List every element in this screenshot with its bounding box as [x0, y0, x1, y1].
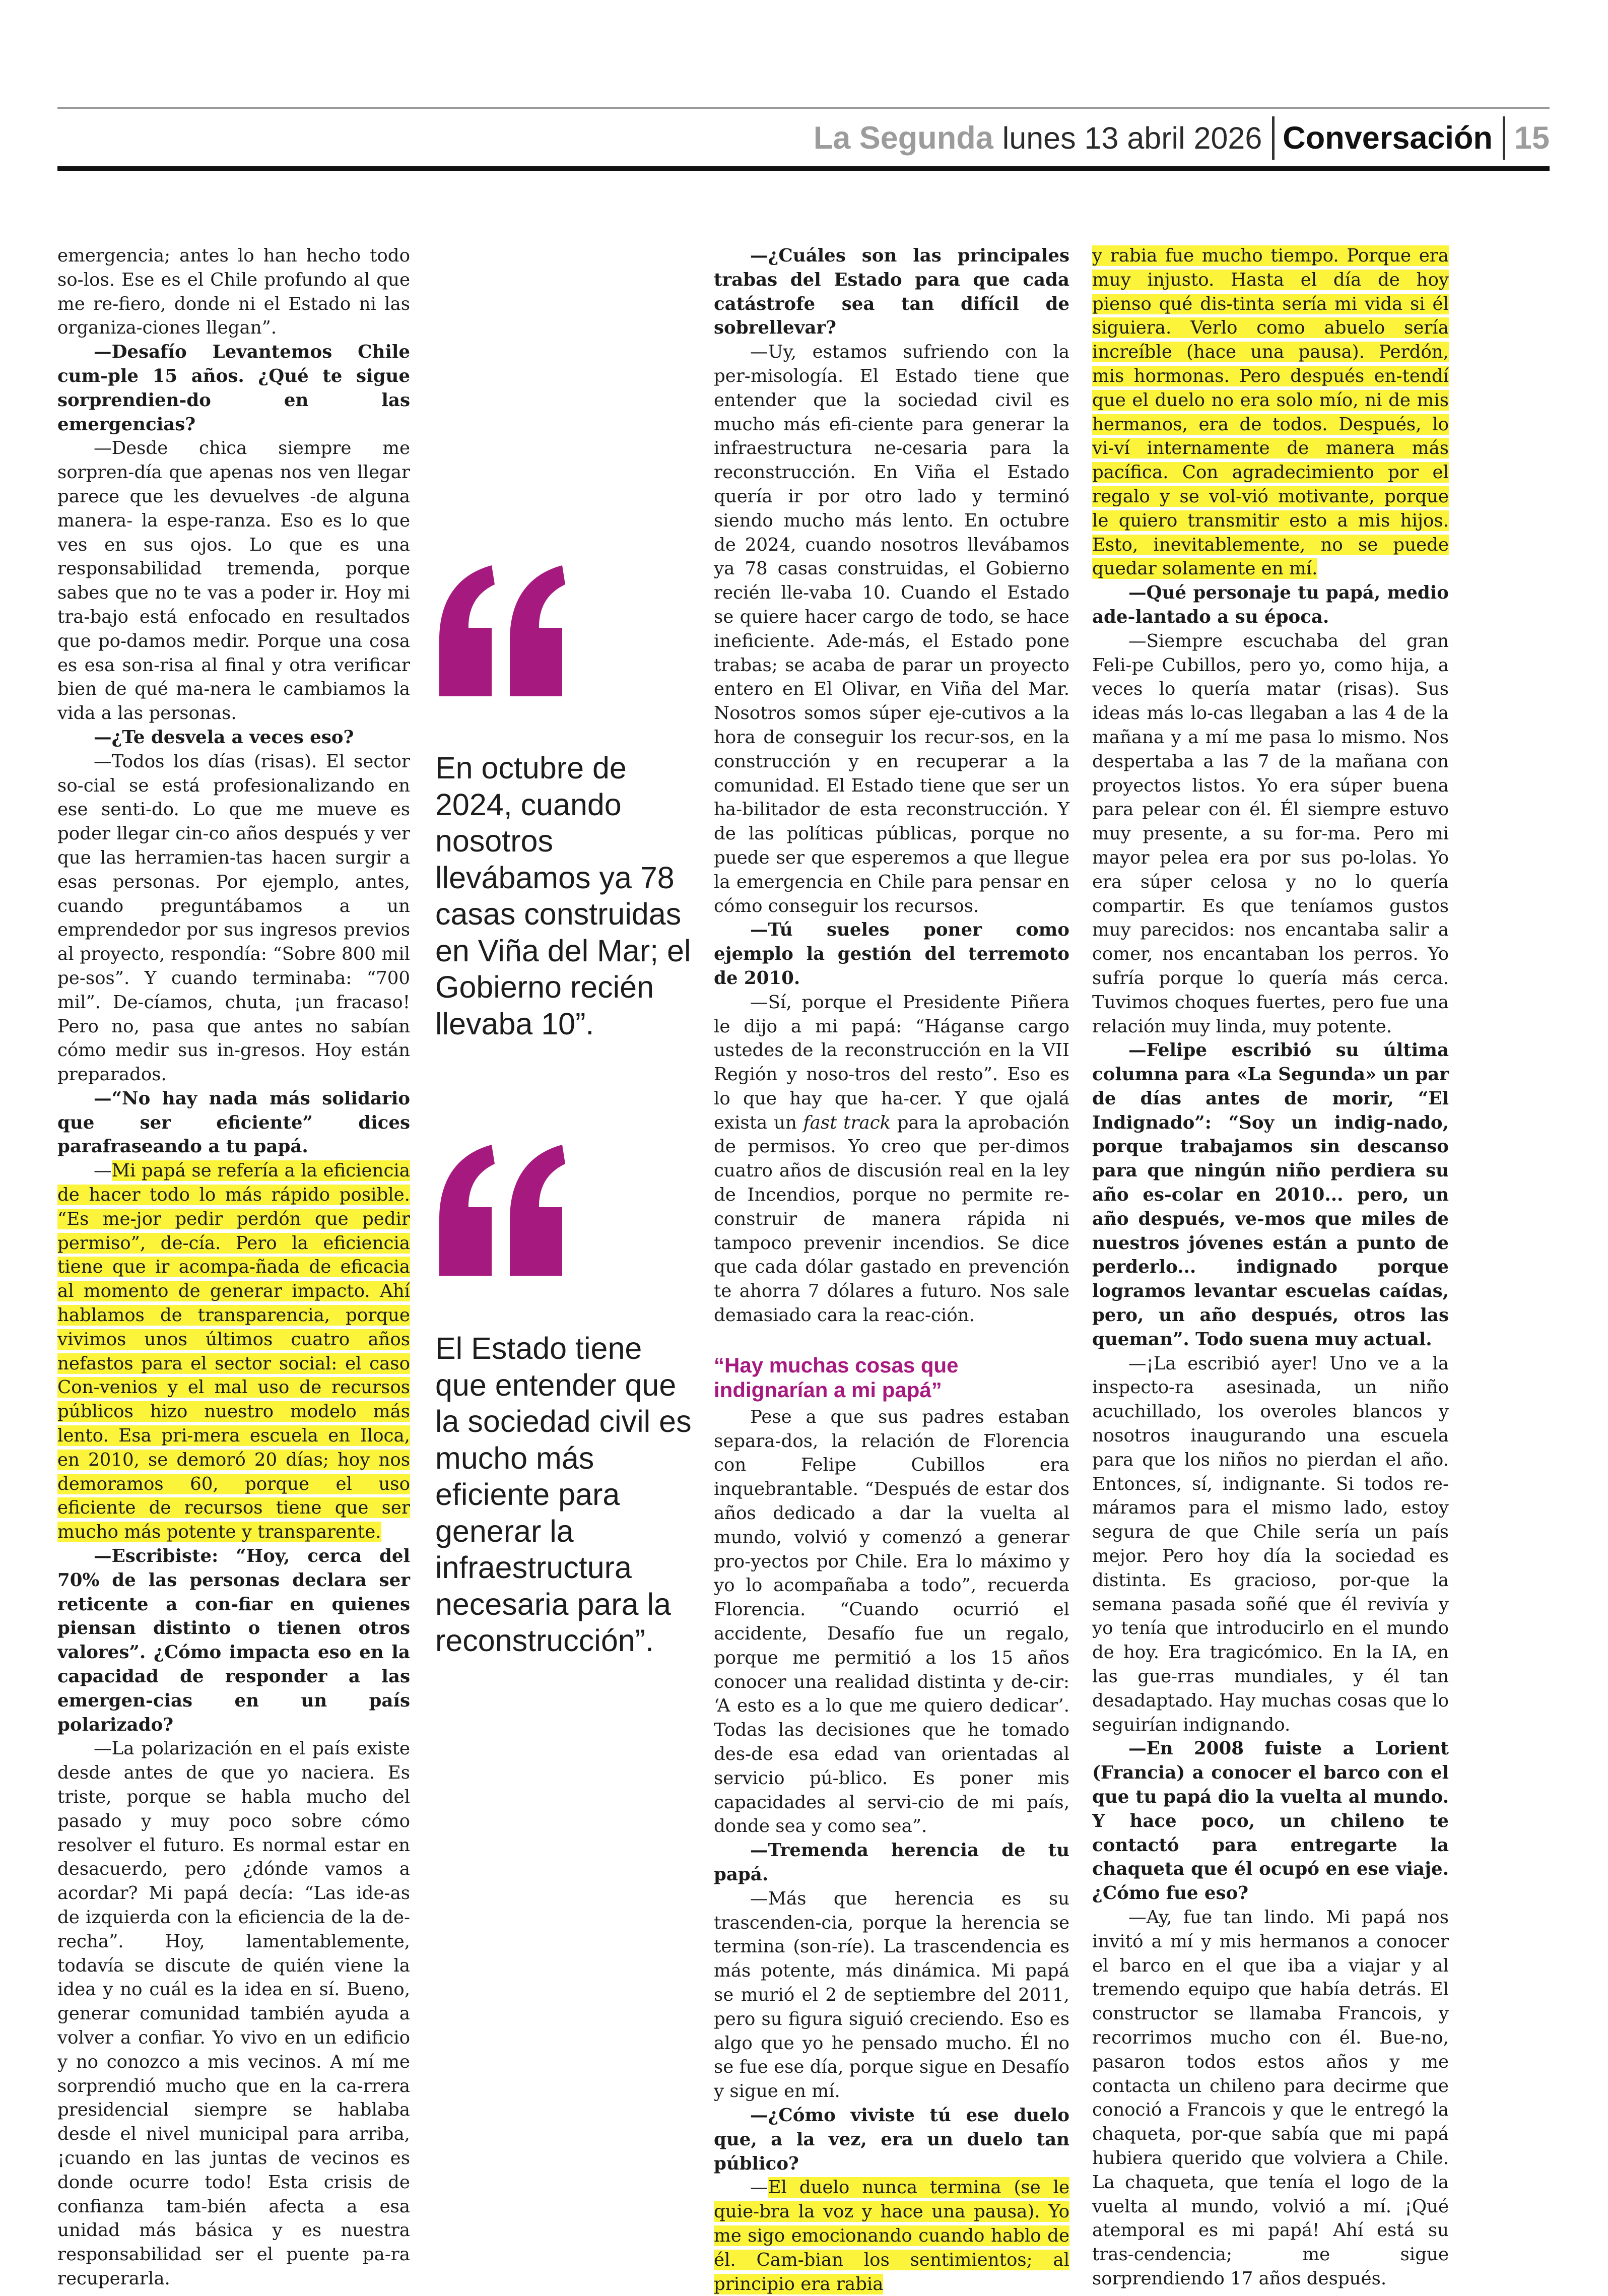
paragraph: —La polarización en el país existe desde antes de que yo naciera. Es triste, porque se habla mucho del pasado y muy poco sobre cómo resolver el futuro. Es normal estar en desacuerdo, pero ¿dónde vamos a acordar? Mi papá decía: “Las ide-as de izquierda con la eficiencia de la de-recha”. Hoy, lamentablemente, todavía se discute de quién viene la idea y no cuál es la idea en sí. Bueno, generar comunidad también ayuda a volver a confiar. Yo vivo en un edificio y no conozco a mis vecinos. A mí me sorprendió mucho que en la ca-rrera presidencial siempre se hablaba desde el nivel municipal para arriba, ¡cuando en las juntas de vecinos es donde ocurre todo! Esta crisis de confianza tam-bién afecta a esa unidad más básica y es nuestra responsabilidad ser el puente pa-ra recuperarla.: [57, 1738, 410, 2289]
question: —“No hay nada más solidario que ser eficiente” dices parafraseando a tu papá.: [57, 1088, 410, 1157]
paragraph: —Todos los días (risas). El sector so-cial se está profesionalizando en ese senti-do. Lo que me mueve es poder llegar cin-co años después y ver que las herramien-tas hacen surgir a esas personas. Por ejemplo, antes, cuando preguntábamos a un emprendedor por sus ingresos previos al proyecto, respondía: “Sobre 800 mil pe-sos”. Y cuando terminaba: “700 mil”. De-cíamos, chuta, ¡un fracaso! Pero no, pasa que antes no sabían cómo medir sus in-gresos. Hoy están preparados.: [57, 751, 410, 1085]
paragraph: —Desde chica siempre me sorpren-día que apenas nos ven llegar parece que les devuelves -de alguna manera- la espe-ranza. Eso es lo que ves en sus ojos. Lo que es una responsabilidad tremenda, porque sabes que no te vas a poder ir. Hoy mi tra-bajo está enfocado en resultados que po-damos medir. Porque una cosa es esa son-risa al final y otra verificar bien de qué ma-nera le cambiamos la vida a las personas.: [57, 438, 410, 724]
highlighted-text: y rabia fue mucho tiempo. Porque era muy injusto. Hasta el día de hoy pienso qué dis-tinta sería mi vida si él siguiera. Verlo como abuelo sería increíble (hace una pausa). Perdón, mis hormonas. Pero después en-tendí que el duelo no era solo mío, ni de mis hermanos, era de todos. Después, lo vi-ví internamente de manera más pacífica. Con agradecimiento por el regalo y se vol-vió motivante, porque le quiero transmitir esto a mis hijos. Esto, inevitablemente, no se puede quedar solamente en mí.: [1092, 245, 1449, 579]
paragraph: —¡La escribió ayer! Uno ve a la inspecto-ra asesinada, un niño acuchillado, los overoles blancos y nosotros inaugurando una escuela para que los niños no pierdan el año. Entonces, sí, indignante. Si todos re-máramos para el mismo lado, estoy segura de que Chile sería un país mejor. Pero hoy día la sociedad es distinta. Es gracioso, por-que la semana pasada soñé que él revivía y yo tenía que introducirlo en el mundo de hoy. Era tragicómico. En la IA, en las gue-rras mundiales, y él tan desadaptado. Hay muchas cosas que lo seguirían indignando.: [1092, 1353, 1449, 1735]
header-divider: [1272, 116, 1275, 160]
highlighted-text: El duelo nunca termina (se le quie-bra la voz y hace una pausa). Yo me sigo emocionando cuando hablo de él. Cam-bian los sentimientos; al principio era rabia: [714, 2177, 1069, 2294]
paragraph: —Ay, fue tan lindo. Mi papá nos invitó a mí y mis hermanos a conocer el barco en el que iba a viajar y al tremendo equipo que había detrás. El constructor se llamaba Francois, y recorrimos mucho con él. Bue-no, pasaron todos estos años y me contacta un chileno para decirme que conoció a Francois y que le entregó la chaqueta, por-que sabía que mi papá hubiera querido que volviera a Chile. La chaqueta, que tenía el logo de la vuelta al mundo, volvió a mí. ¡Qué atemporal es mi papá! Ahí está su tras-cendencia; me sigue sorprendiendo 17 años después.: [1092, 1907, 1449, 2289]
page-header: [57, 107, 1550, 168]
paragraph: emergencia; antes lo han hecho todo so-los. Ese es el Chile profundo al que me re-fiero, donde ni el Estado ni las organiza-ciones llegan”.: [57, 245, 410, 339]
question: —Tú sueles poner como ejemplo la gestión del terremoto de 2010.: [714, 920, 1069, 989]
question: —En 2008 fuiste a Lorient (Francia) a conocer el barco con el que tu papá dio la vuelta al mundo. Y hace poco, un chileno te contactó para entregarte la chaqueta que él ocupó en ese viaje. ¿Cómo fue eso?: [1092, 1738, 1449, 1904]
header-divider: [1503, 116, 1505, 160]
paragraph: Pese a que sus padres estaban separa-dos, la relación de Florencia con Felipe Cubillos era inquebrantable. “Después de estar dos años dedicado a dar la vuelta al mundo, volvió y comenzó a generar pro-yectos por Chile. Era lo máximo y yo lo acompañaba a todo”, recuerda Florencia. “Cuando ocurrió el accidente, Desafío fue un regalo, porque me permitió a los 15 años conocer una realidad distinta y de-cir: ‘A esto es a lo que me quiero dedicar’. Todas las decisiones que he tomado des-de esa edad van orientadas al servicio pú-blico. Es poner mis capacidades al servi-cio de mi país, donde sea y como sea”.: [714, 1406, 1069, 1837]
question: —Qué personaje tu papá, medio ade-lantado a su época.: [1092, 582, 1449, 627]
paragraph: —Siempre escuchaba del gran Feli-pe Cubillos, pero yo, como hija, a veces lo quería matar (risas). Sus ideas más lo-cas llegaban a las 4 de la mañana y a mí me pasa lo mismo. Nos despertaba a las 7 de la mañana con proyectos listos. Yo era súper buena para pelear con él. Él siempre estuvo muy presente, a su for-ma. Pero mi mayor pelea era por sus po-lolas. Yo era súper celosa y no lo quería compartir. Es que teníamos gustos muy parecidos: nos encantaba salir a comer, nos encantaban los perros. Yo sufría porque lo quería más cerca. Tuvimos choques fuertes, pero fue una relación muy linda, muy potente.: [1092, 630, 1449, 1037]
question: —Felipe escribió su última columna para «La Segunda» un par de días antes de morir, “El Indignado”: “Soy un indig-nado, porque trabajamos sin descanso para que ningún niño perdiera su año es-colar en 2010... pero, un año después, ve-mos que miles de nuestros jóvenes están a punto de perderlo... indignado porque logramos levantar escuelas caídas, pero, un año después, otros las queman”. Todo suena muy actual.: [1092, 1040, 1449, 1350]
quote-mark-icon: [435, 564, 566, 705]
pull-quote: En octubre de 2024, cuando nosotros llevábamos ya 78 casas construidas en Viña del Mar; el Gobierno recién llevaba 10”.: [435, 751, 691, 1041]
paragraph-highlighted: [1092, 244, 1449, 581]
article-column-3: [1092, 244, 1449, 2291]
question: —Tremenda herencia de tu papá.: [714, 1840, 1069, 1885]
article-column-2: [714, 244, 1069, 2296]
paragraph: —Sí, porque el Presidente Piñera le dijo a mi papá: “Háganse cargo ustedes de la reconstrucción en la VII Región y noso-tros del resto”. Eso es lo que hay que ha-cer. Y que ojalá exista un fast track para la aprobación de permisos. Yo creo que per-dimos cuatro años de discusión real en la ley de Incendios, porque no permite re-construir de manera rápida ni tampoco prevenir incendios. Se dice que cada dólar gastado en prevención te ahorra 7 dólares a futuro. Nos sale demasiado cara la reac-ción.: [714, 992, 1069, 1326]
highlighted-text: Mi papá se refería a la eficiencia de hacer todo lo más rápido posible. “Es me-jor pedir perdón que pedir permiso”, de-cía. Pero la eficiencia tiene que ir acompa-ñada de eficacia al momento de generar impacto. Ahí hablamos de transparencia, porque vivimos unos últimos cuatro años nefastos para el sector social: el caso Con-venios y el mal uso de recursos públicos hizo nuestro modelo más lento. Esa pri-mera escuela en Iloca, en 2010, se demoró 20 días; hoy nos demoramos 60, porque el uso eficiente de recursos tiene que ser mucho más potente y transparente.: [57, 1160, 410, 1543]
question: —Escribiste: “Hoy, cerca del 70% de las personas declara ser reticente a con-fiar en quienes piensan distinto o tienen otros valores”. ¿Cómo impacta eso en la capacidad de responder a las emergen-cias en un país polarizado?: [57, 1546, 410, 1735]
paragraph: —Más que herencia es su trascenden-cia, porque la herencia se termina (son-ríe). La trascendencia es más potente, más dinámica. Mi papá se murió el 2 de septiembre del 2011, pero su figura siguió creciendo. Eso es algo que yo he pensado mucho. Él no se fue ese día, porque sigue en Desafío y sigue en mí.: [714, 1888, 1069, 2102]
issue-date: lunes 13 abril 2026: [1002, 121, 1262, 155]
page-number: 15: [1514, 120, 1550, 156]
section-name: Conversación: [1283, 120, 1493, 156]
italic-term: fast track: [803, 1112, 891, 1133]
paragraph-highlighted: —Mi papá se refería a la eficiencia de hacer todo lo más rápido posible. “Es me-jor pedir perdón que pedir permiso”, de-cía. Pero la eficiencia tiene que ir acompa-ñada de eficacia al momento de generar impacto. Ahí hablamos de transparencia, porque vivimos unos últimos cuatro años nefastos para el sector social: el caso Con-venios y el mal uso de recursos públicos hizo nuestro modelo más lento. Esa pri-mera escuela en Iloca, en 2010, se demoró 20 días; hoy nos demoramos 60, porque el uso eficiente de recursos tiene que ser mucho más potente y transparente.: [57, 1160, 410, 1543]
question: —¿Cómo viviste tú ese duelo que, a la vez, era un duelo tan público?: [714, 2105, 1069, 2174]
paragraph: —Uy, estamos sufriendo con la per-misología. El Estado tiene que entender que la sociedad civil es mucho más efi-ciente para generar la infraestructura ne-cesaria para la reconstrucción. En Viña el Estado quería ir por otro lado y terminó siendo mucho más lento. En octubre de 2024, cuando nosotros llevábamos ya 78 casas construidas, el Gobierno recién lle-vaba 10. Cuando el Estado se quiere hacer cargo de todo, se hace ineficiente. Ade-más, el Estado pone trabas; se acaba de parar un proyecto entero en El Olivar, en Viña del Mar. Nosotros somos súper eje-cutivos a la hora de conseguir los recur-sos, en la construcción y en recuperar a la comunidad. El Estado tiene que ser un ha-bilitador de esta reconstrucción. Y de las políticas públicas, porque no puede ser que esperemos a que llegue la emergencia en Chile para pensar en cómo conseguir los recursos.: [714, 342, 1069, 916]
newspaper-name: La Segunda: [813, 120, 993, 156]
question: —Desafío Levantemos Chile cum-ple 15 años. ¿Qué te sigue sorprendien-do en las emergencias?: [57, 342, 410, 435]
pull-quote: El Estado tiene que entender que la sociedad civil es mucho más eficiente para generar la infraestructura necesaria para la reconstrucción”.: [435, 1331, 692, 1658]
question: —¿Cuáles son las principales trabas del Estado para que cada catástrofe sea tan difícil de sobrellevar?: [714, 245, 1069, 339]
quote-mark-icon: [435, 1144, 566, 1285]
article-column-1: [57, 244, 410, 2291]
question: —¿Te desvela a veces eso?: [94, 727, 354, 748]
header-bottom-rule: [57, 166, 1550, 171]
paragraph-highlighted: —El duelo nunca termina (se le quie-bra la voz y hace una pausa). Yo me sigo emocionando cuando hablo de él. Cam-bian los sentimientos; al principio era rabia: [714, 2177, 1069, 2294]
section-subheading: “Hay muchas cosas que indignarían a mi papá”: [714, 1353, 959, 1402]
